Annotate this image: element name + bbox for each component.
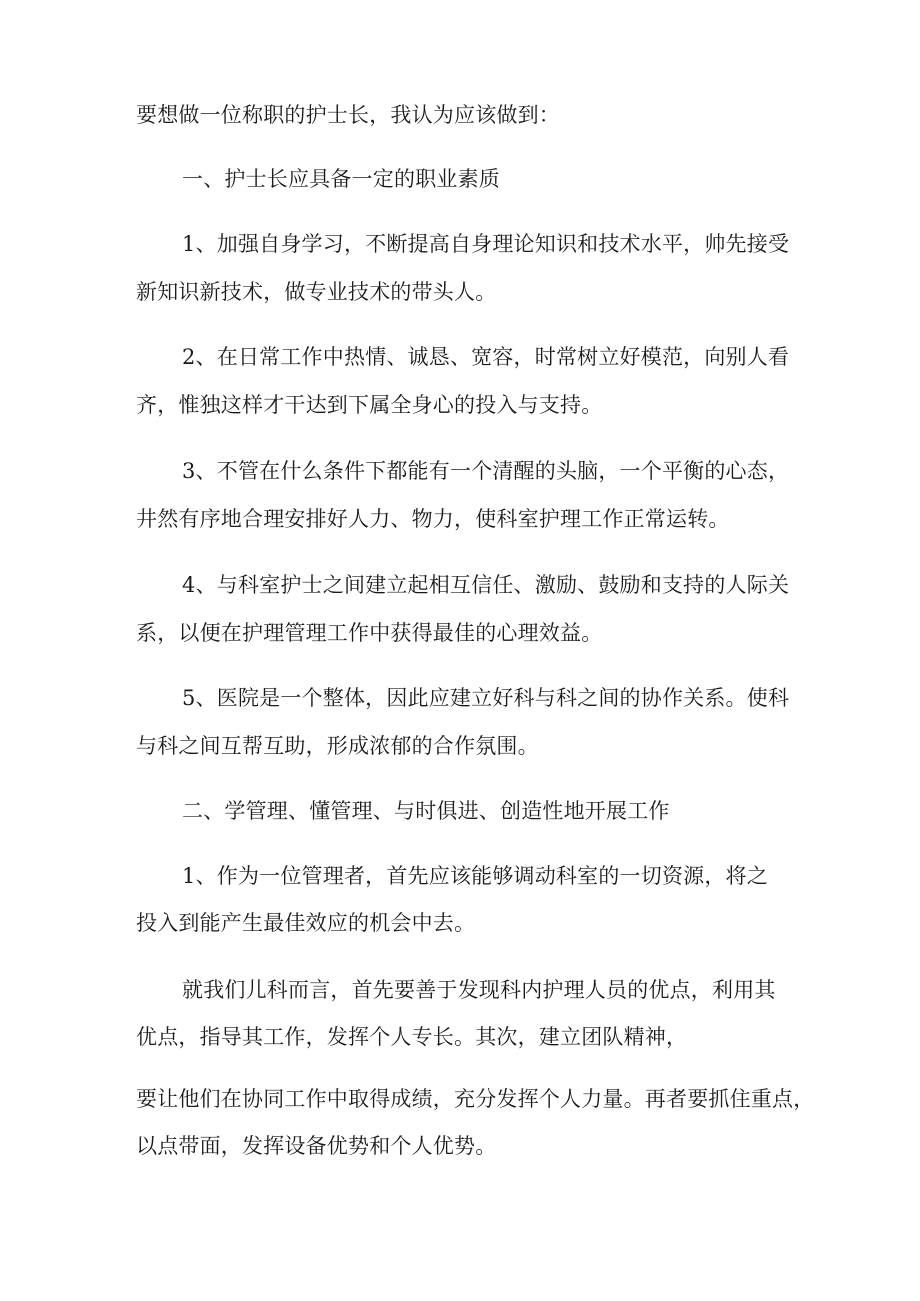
section2-heading: 二、学管理、懂管理、与时俱进、创造性地开展工作 — [182, 799, 670, 823]
section1-item5-line2: 与科之间互帮互助，形成浓郁的合作氛围。 — [136, 734, 539, 758]
intro-line: 要想做一位称职的护士长，我认为应该做到： — [136, 103, 560, 127]
section2-para1-line2: 优点，指导其工作，发挥个人专长。其次，建立团队精神， — [136, 1025, 688, 1049]
section1-item2-line1: 2、在日常工作中热情、诚恳、宽容，时常树立好模范，向别人看 — [182, 345, 790, 369]
section1-item3-line2: 井然有序地合理安排好人力、物力，使科室护理工作正常运转。 — [136, 507, 730, 531]
section2-item1-line1: 1、作为一位管理者，首先应该能够调动科室的一切资源，将之 — [182, 864, 768, 888]
section1-item1-line2: 新知识新技术，做专业技术的带头人。 — [136, 280, 497, 304]
section2-para2-line2: 以点带面，发挥设备优势和个人优势。 — [136, 1134, 497, 1158]
section1-item4-line1: 4、与科室护士之间建立起相互信任、激励、鼓励和支持的人际关 — [182, 573, 790, 597]
section2-para2-line1: 要让他们在协同工作中取得成绩，充分发挥个人力量。再者要抓住重点， — [136, 1087, 815, 1111]
section1-item1-line1: 1、加强自身学习，不断提高自身理论知识和技术水平，帅先接受 — [182, 232, 790, 256]
section2-item1-line2: 投入到能产生最佳效应的机会中去。 — [136, 911, 476, 935]
section1-item2-line2: 齐，惟独这样才干达到下属全身心的投入与支持。 — [136, 393, 603, 417]
section1-item4-line2: 系，以便在护理管理工作中获得最佳的心理效益。 — [136, 621, 603, 645]
section2-para1-line1: 就我们儿科而言，首先要善于发现科内护理人员的优点，利用其 — [182, 978, 776, 1002]
section1-item3-line1: 3、不管在什么条件下都能有一个清醒的头脑，一个平衡的心态， — [182, 459, 790, 483]
section1-item5-line1: 5、医院是一个整体，因此应建立好科与科之间的协作关系。使科 — [182, 686, 790, 710]
section1-heading: 一、护士长应具备一定的职业素质 — [182, 167, 500, 191]
